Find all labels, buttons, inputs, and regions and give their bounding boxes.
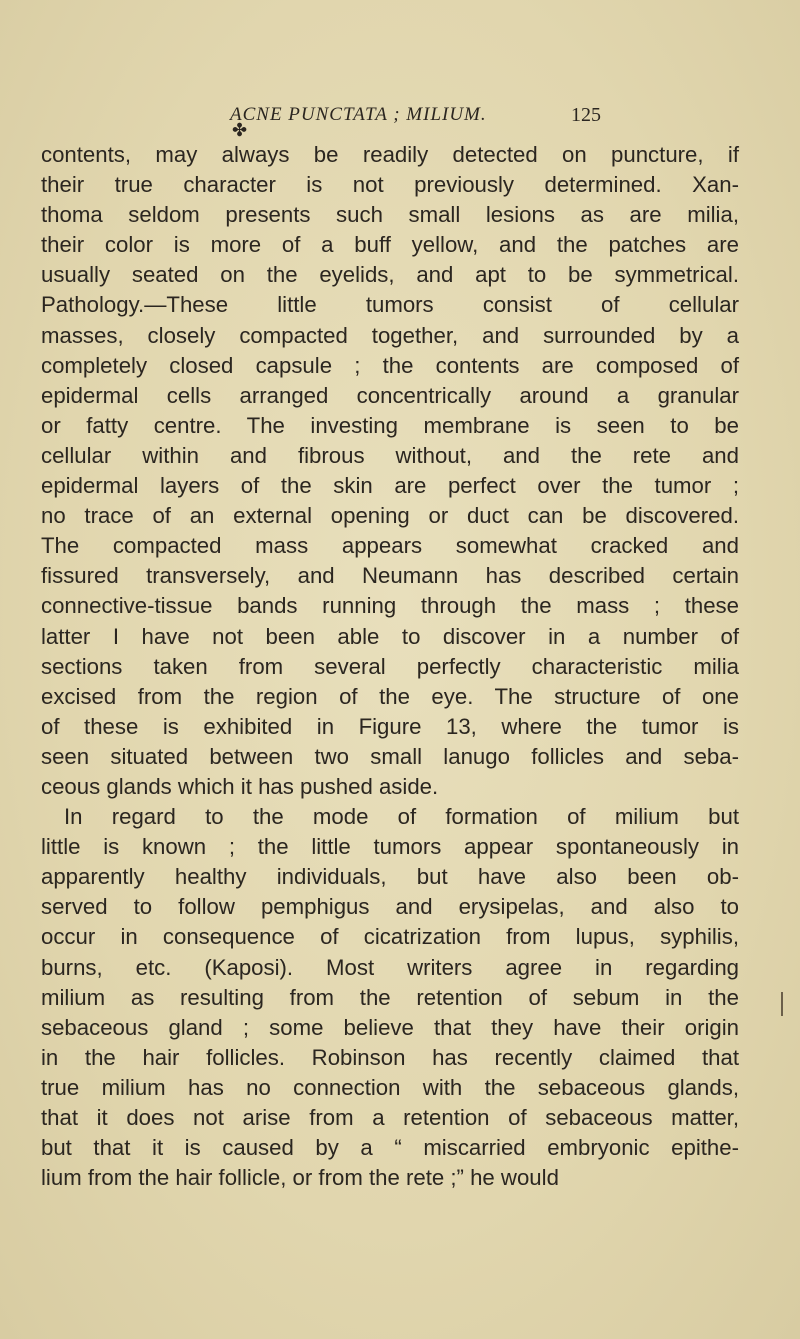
text-line: no trace of an external opening or duct can be discovered. — [41, 503, 739, 529]
text-line: excised from the region of the eye. The structure of one — [41, 683, 739, 709]
text-line: latter I have not been able to discover in a number of — [41, 623, 739, 649]
text-line: The compacted mass appears somewhat cracked and — [41, 533, 739, 559]
margin-mark — [781, 992, 783, 1016]
text-line: completely closed capsule ; the contents are composed of — [41, 352, 739, 378]
text-line: that it does not arise from a retention of sebaceous matter, — [41, 1105, 739, 1130]
text-line: of these is exhibited in Figure 13, where the tumor is — [41, 713, 739, 739]
text-line: served to follow pemphigus and erysipelas, and also to — [41, 894, 739, 920]
text-line: thoma seldom presents such small lesions as are milia, — [41, 202, 739, 228]
body-text — [41, 140, 739, 1193]
text-line: their true character is not previously determined. Xan- — [41, 172, 739, 198]
text-line: in the hair follicles. Robinson has recently claimed that — [41, 1044, 739, 1070]
text-line: Pathology.—These little tumors consist of cellular — [41, 292, 739, 318]
printer-ornament-icon: ✤ — [232, 120, 248, 140]
text-line: cellular within and fibrous without, and the rete and — [41, 442, 739, 468]
page-header — [230, 104, 630, 134]
text-line: or fatty centre. The investing membrane is seen to be — [41, 412, 739, 438]
text-line: epidermal cells arranged concentrically around a granular — [41, 382, 739, 408]
text-line: occur in consequence of cicatrization from lupus, syphilis, — [41, 924, 739, 950]
text-line: but that it is caused by a “ miscarried embryonic epithe- — [41, 1135, 739, 1161]
running-head: ACNE PUNCTATA ; MILIUM. — [230, 104, 487, 125]
text-line: fissured transversely, and Neumann has described certain — [41, 563, 739, 589]
page-number: 125 — [571, 104, 601, 126]
text-line: their color is more of a buff yellow, and the patches are — [41, 232, 739, 258]
text-line: true milium has no connection with the sebaceous glands, — [41, 1074, 739, 1100]
text-line: apparently healthy individuals, but have also been ob- — [41, 864, 739, 890]
text-line: usually seated on the eyelids, and apt to be symmetrical. — [41, 262, 739, 288]
text-line: burns, etc. (Kaposi). Most writers agree in regarding — [41, 954, 739, 980]
text-line: sections taken from several perfectly characteristic milia — [41, 653, 739, 679]
text-line: connective-tissue bands running through the mass ; these — [41, 593, 739, 619]
text-line: lium from the hair follicle, or from the rete ;” he would — [41, 1165, 559, 1191]
text-line: sebaceous gland ; some believe that they have their origin — [41, 1014, 739, 1040]
text-line: contents, may always be readily detected on puncture, if — [41, 142, 739, 167]
text-line: milium as resulting from the retention of sebum in the — [41, 984, 739, 1010]
text-line: In regard to the mode of formation of milium but — [64, 804, 739, 830]
text-line: seen situated between two small lanugo follicles and seba- — [41, 743, 739, 769]
text-line: masses, closely compacted together, and surrounded by a — [41, 322, 739, 348]
text-line: ceous glands which it has pushed aside. — [41, 773, 439, 799]
text-line: epidermal layers of the skin are perfect over the tumor ; — [41, 473, 739, 499]
text-line: little is known ; the little tumors appear spontaneously in — [41, 834, 739, 860]
